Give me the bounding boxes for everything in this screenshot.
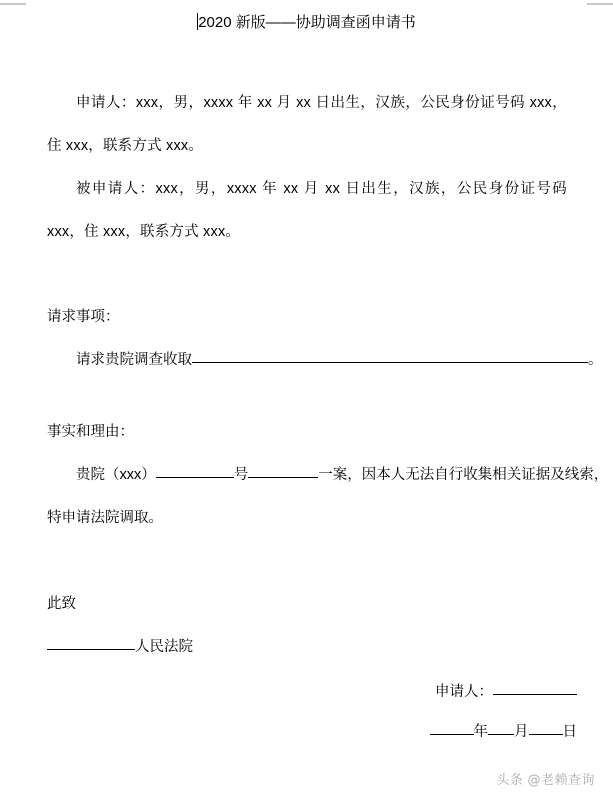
- watermark-at-symbol: @: [527, 773, 541, 788]
- facts-case-mid: 号: [233, 467, 249, 483]
- closing-court-row: [47, 626, 193, 669]
- watermark-account: 老赖查询: [540, 772, 595, 787]
- case-number-blank[interactable]: [156, 463, 234, 478]
- date-day-blank[interactable]: [529, 720, 563, 735]
- request-body-row: [47, 339, 603, 382]
- request-body-prefix: 请求贵院调查收取: [76, 352, 192, 368]
- applicant-paragraph: 申请人：xxx，男，xxxx 年 xx 月 xx 日出生，汉族，公民身份证号码 xxx，住 xxx，联系方式 xxx。: [47, 95, 567, 154]
- request-content-blank[interactable]: [192, 348, 588, 363]
- facts-case-suffix: 一案，因本人无法自行收集相关证据及线索，: [318, 467, 609, 483]
- signature-applicant-label: 申请人：: [435, 684, 493, 700]
- signature-date-row: [430, 712, 578, 752]
- closing-court-suffix: 人民法院: [135, 639, 193, 655]
- facts-line-1: [47, 454, 608, 497]
- date-day-label: 日: [562, 724, 577, 740]
- signature-applicant-row: [435, 672, 577, 712]
- respondent-paragraph: 被申请人：xxx，男，xxxx 年 xx 月 xx 日出生，汉族，公民身份证号码 xxx，住 xxx，联系方式 xxx。: [47, 181, 567, 240]
- facts-case-prefix: 贵院（xxx）: [76, 467, 156, 483]
- signature-name-blank[interactable]: [493, 680, 577, 695]
- date-month-label: 月: [514, 724, 529, 740]
- watermark: [496, 769, 595, 788]
- request-heading: 请求事项：: [47, 309, 120, 325]
- request-body-suffix: 。: [588, 352, 603, 368]
- watermark-platform: 头条: [496, 772, 524, 787]
- facts-line-2: 特申请法院调取。: [47, 510, 163, 526]
- date-year-blank[interactable]: [430, 720, 474, 735]
- case-type-blank[interactable]: [248, 463, 318, 478]
- court-name-blank[interactable]: [47, 635, 135, 650]
- date-month-blank[interactable]: [488, 720, 514, 735]
- document-title-text: 2020 新版——协助调查函申请书: [198, 14, 416, 31]
- closing-salutation: 此致: [47, 596, 76, 612]
- facts-heading: 事实和理由：: [47, 424, 134, 440]
- document-title: [0, 10, 613, 36]
- date-year-label: 年: [473, 724, 488, 740]
